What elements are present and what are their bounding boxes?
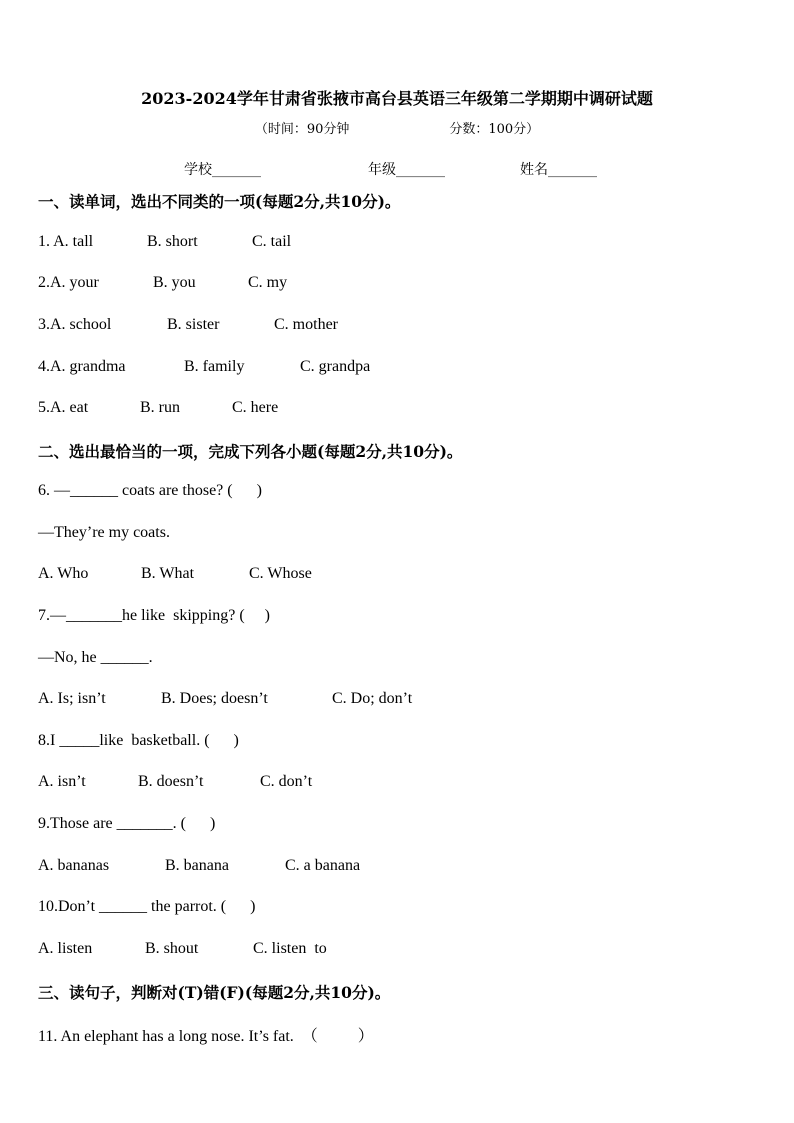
- q6-option-a: A. Who: [38, 565, 89, 582]
- exam-title: 2023-2024学年甘肃省张掖市高台县英语三年级第二学期期中调研试题: [141, 89, 653, 108]
- q7-reply: —No, he ______.: [38, 649, 153, 666]
- q3-option-b: B. sister: [167, 316, 220, 333]
- section-2-heading: 二、选出最恰当的一项，完成下列各小题(每题2分,共10分)。: [38, 442, 463, 461]
- q8-option-c: C. don’t: [260, 773, 313, 790]
- q6-stem: 6. —______ coats are those? ( ): [38, 482, 262, 499]
- q9-option-b: B. banana: [165, 857, 229, 874]
- name-field[interactable]: 姓名_______: [520, 162, 597, 178]
- total-score: 分数：100分）: [449, 122, 540, 137]
- q6-option-b: B. What: [141, 565, 195, 582]
- q10-option-c: C. listen to: [253, 940, 327, 957]
- q1-option-b: B. short: [147, 233, 198, 250]
- q10-option-b: B. shout: [145, 940, 199, 957]
- school-field[interactable]: 学校_______: [184, 162, 261, 178]
- q3-option-c: C. mother: [274, 316, 338, 333]
- q10-stem: 10.Don’t ______ the parrot. ( ): [38, 898, 256, 915]
- grade-field[interactable]: 年级_______: [368, 162, 445, 178]
- q7-option-a: A. Is; isn’t: [38, 690, 106, 707]
- q11-stem: 11. An elephant has a long nose. It’s fat. （ ）: [38, 1028, 374, 1045]
- q7-stem: 7.—_______he like skipping? ( ): [38, 607, 270, 624]
- q10-option-a: A. listen: [38, 940, 93, 957]
- time-limit: （时间：90分钟: [254, 122, 350, 137]
- q5-option-a: 5.A. eat: [38, 399, 89, 416]
- q9-option-a: A. bananas: [38, 857, 110, 874]
- q4-option-a: 4.A. grandma: [38, 358, 126, 375]
- q5-option-c: C. here: [232, 399, 279, 416]
- exam-subtitle: [0, 118, 794, 137]
- q6-reply: —They’re my coats.: [38, 524, 170, 541]
- q2-option-a: 2.A. your: [38, 274, 99, 291]
- q4-option-b: B. family: [184, 358, 245, 375]
- q6-option-c: C. Whose: [249, 565, 312, 582]
- q2-option-b: B. you: [153, 274, 196, 291]
- q9-stem: 9.Those are _______. ( ): [38, 815, 216, 832]
- q8-option-b: B. doesn’t: [138, 773, 204, 790]
- q8-stem: 8.I _____like basketball. ( ): [38, 732, 239, 749]
- q3-option-a: 3.A. school: [38, 316, 112, 333]
- q8-option-a: A. isn’t: [38, 773, 86, 790]
- q1-option-a: 1. A. tall: [38, 233, 94, 250]
- q4-option-c: C. grandpa: [300, 358, 371, 375]
- section-1-heading: 一、读单词，选出不同类的一项(每题2分,共10分)。: [38, 192, 401, 211]
- section-3-heading: 三、读句子，判断对(T)错(F)(每题2分,共10分)。: [38, 983, 391, 1002]
- q2-option-c: C. my: [248, 274, 288, 291]
- q1-option-c: C. tail: [252, 233, 292, 250]
- q7-option-b: B. Does; doesn’t: [161, 690, 268, 707]
- q5-option-b: B. run: [140, 399, 180, 416]
- q7-option-c: C. Do; don’t: [332, 690, 413, 707]
- q9-option-c: C. a banana: [285, 857, 361, 874]
